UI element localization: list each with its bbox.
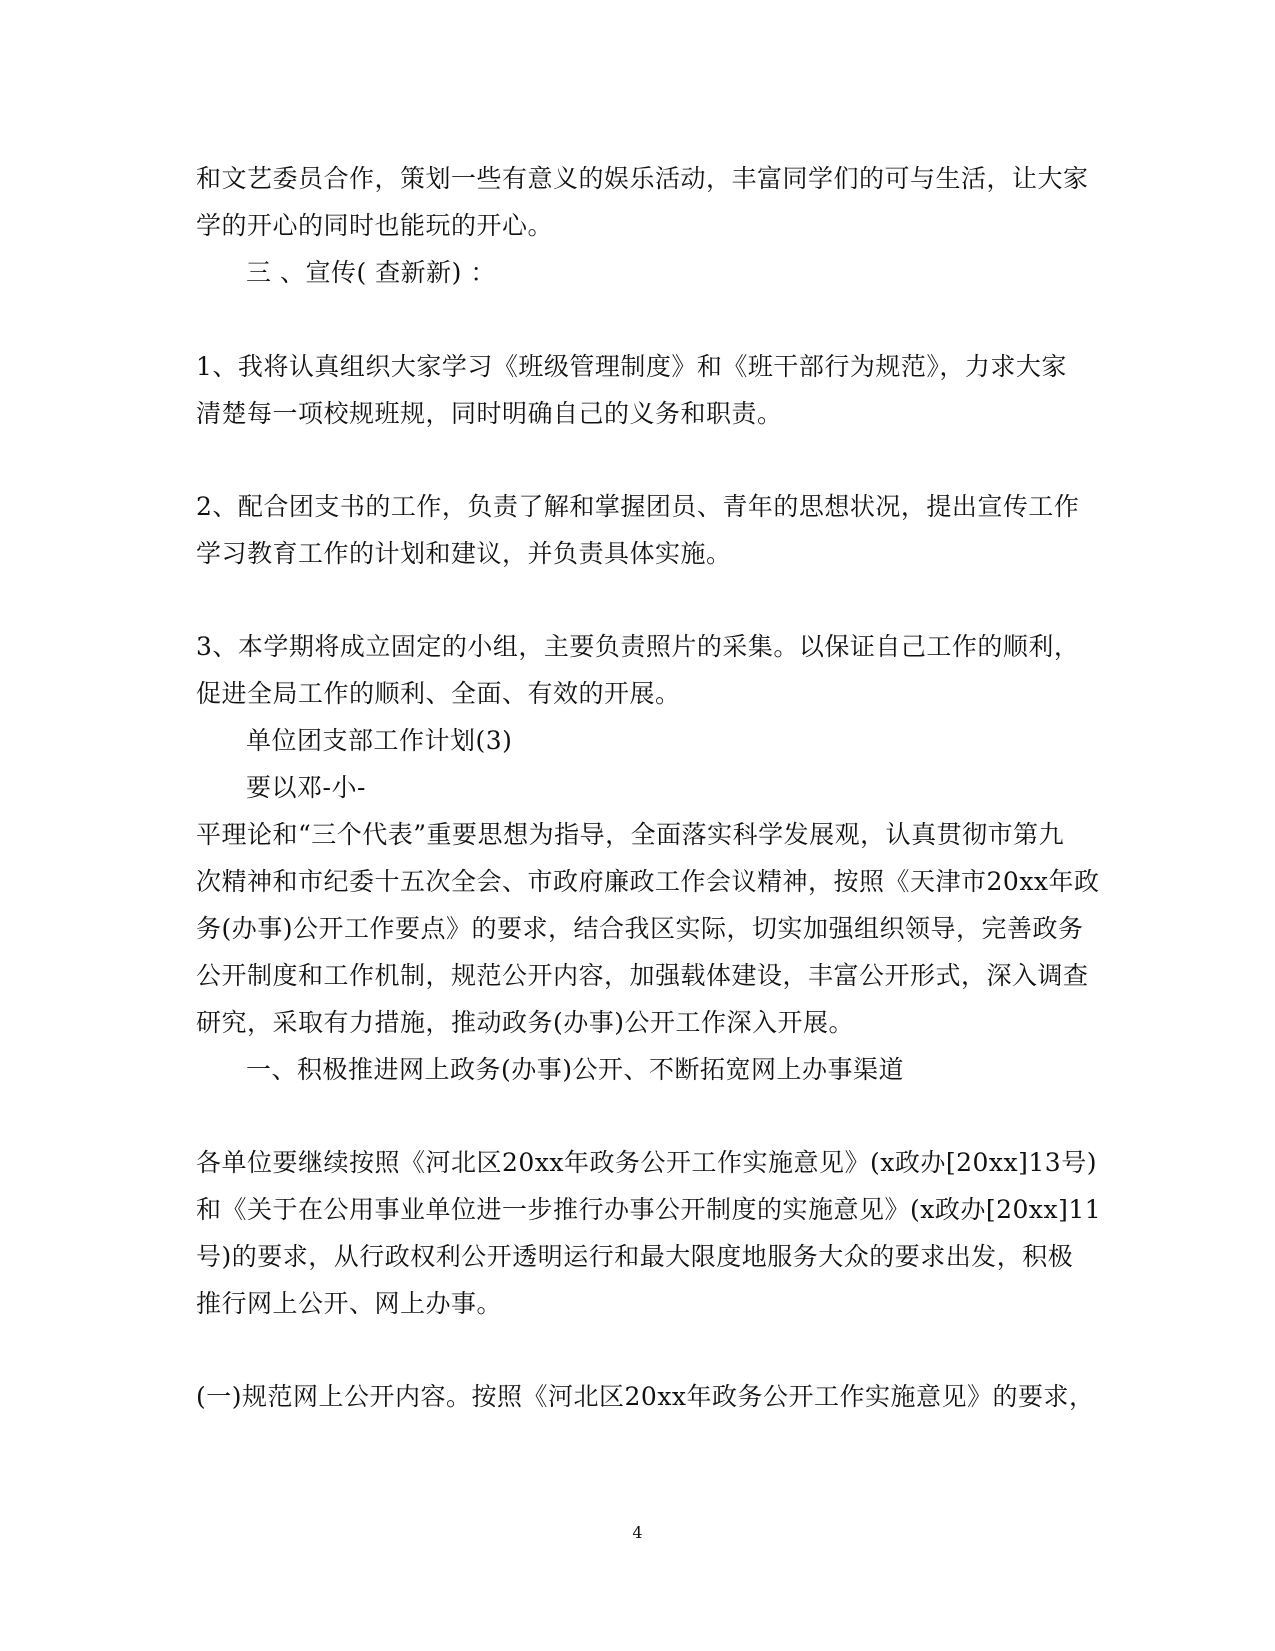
text-line-20: 号)的要求，从行政权利公开透明运行和最大限度地服务大众的要求出发，积极 — [196, 1242, 1074, 1271]
section-heading-publicity: 三 、宣传( 查新新) ： — [246, 258, 496, 287]
text-line-14: 务(办事)公开工作要点》的要求，结合我区实际，切实加强组织领导，完善政务 — [196, 914, 1084, 943]
text-line-2: 学的开心的同时也能玩的开心。 — [196, 211, 554, 240]
text-line-15: 公开制度和工作机制，规范公开内容，加强载体建设，丰富公开形式，深入调查 — [196, 961, 1089, 990]
text-line-4: 1、我将认真组织大家学习《班级管理制度》和《班干部行为规范》，力求大家 — [196, 352, 1067, 381]
text-line-19: 和《关于在公用事业单位进一步推行办事公开制度的实施意见》(x政办[20xx]11 — [196, 1195, 1102, 1224]
text-line-16: 研究，采取有力措施，推动政务(办事)公开工作深入开展。 — [196, 1008, 855, 1037]
section-heading-online: 一、积极推进网上政务(办事)公开、不断拓宽网上办事渠道 — [246, 1055, 905, 1084]
text-line-13: 次精神和市纪委十五次全会、市政府廉政工作会议精神，按照《天津市20xx年政 — [196, 867, 1100, 896]
text-line-1: 和文艺委员合作，策划一些有意义的娱乐活动，丰富同学们的可与生活，让大家 — [196, 164, 1089, 193]
text-line-7: 学习教育工作的计划和建议，并负责具体实施。 — [196, 539, 732, 568]
text-line-22: (一)规范网上公开内容。按照《河北区20xx年政务公开工作实施意见》的要求， — [196, 1382, 1095, 1411]
text-line-6: 2、配合团支书的工作，负责了解和掌握团员、青年的思想状况，提出宣传工作 — [196, 492, 1080, 521]
text-line-11: 要以邓-小- — [246, 773, 366, 802]
text-line-18: 各单位要继续按照《河北区20xx年政务公开工作实施意见》(x政办[20xx]13号) — [196, 1148, 1097, 1177]
page-number: 4 — [632, 1523, 643, 1542]
text-line-8: 3、本学期将成立固定的小组，主要负责照片的采集。以保证自己工作的顺利， — [196, 632, 1080, 661]
text-line-9: 促进全局工作的顺利、全面、有效的开展。 — [196, 679, 681, 708]
section-title-work-plan: 单位团支部工作计划(3) — [246, 726, 513, 755]
text-line-21: 推行网上公开、网上办事。 — [196, 1289, 503, 1318]
text-line-12: 平理论和“三个代表”重要思想为指导，全面落实科学发展观，认真贯彻市第九 — [196, 820, 1065, 849]
text-line-5: 清楚每一项校规班规，同时明确自己的义务和职责。 — [196, 399, 783, 428]
